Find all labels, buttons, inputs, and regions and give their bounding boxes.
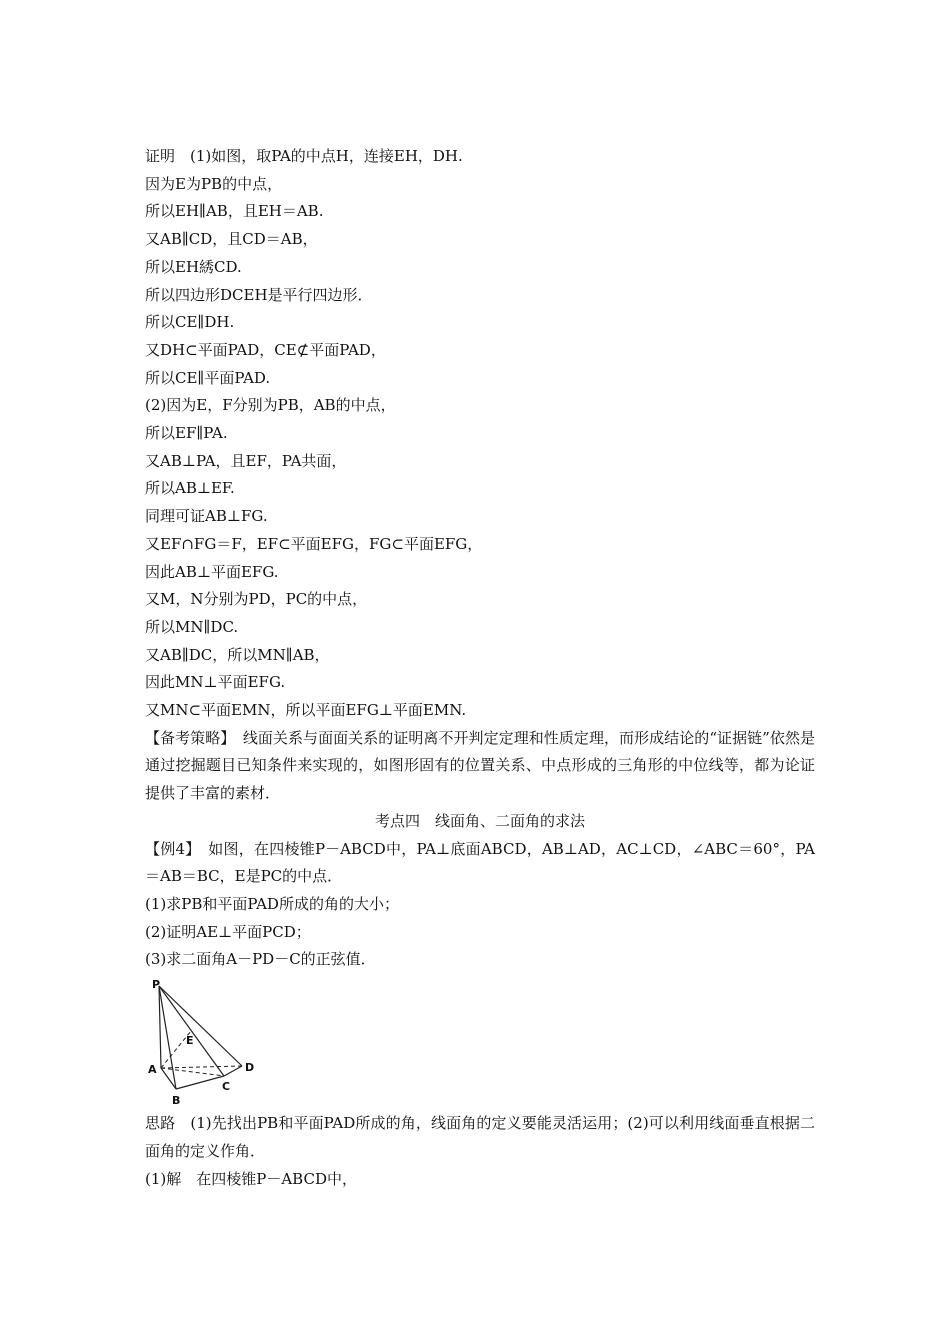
thinking-paragraph: 思路 (1)先找出PB和平面PAD所成的角，线面角的定义要能灵活运用；(2)可以利用线面垂直根据二面角的定义作角． [145, 1114, 815, 1160]
edge-CD [224, 1066, 242, 1076]
label-D: D [245, 1061, 255, 1075]
section-title: 考点四 线面角、二面角的求法 [374, 811, 585, 830]
question-2: (2)证明AE⊥平面PCD； [145, 922, 311, 941]
proof-line: 所以CE∥平面PAD. [145, 368, 271, 387]
proof-line: 所以EF∥PA. [145, 424, 228, 443]
strategy-paragraph: 【备考策略】 线面关系与面面关系的证明离不开判定定理和性质定理，而形成结论的“证据链”依然是通过挖掘题目已知条件来实现的，如图形固有的位置关系、中点形成的三角形的中位线等，都为论证提供了丰富的素材． [145, 728, 815, 803]
example-intro: 【例4】 如图，在四棱锥P－ABCD中，PA⊥底面ABCD，AB⊥AD，AC⊥CD，∠ABC＝60°，PA＝AB＝BC，E是PC的中点． [145, 839, 815, 886]
edge-PD [159, 986, 242, 1066]
proof-line: 因此MN⊥平面EFG. [145, 673, 286, 692]
proof-line: 又DH⊂平面PAD，CE⊄平面PAD， [145, 340, 386, 359]
label-B: B [172, 1094, 181, 1108]
proof-line: 又MN⊂平面EMN，所以平面EFG⊥平面EMN. [145, 701, 467, 720]
label-E: E [186, 1034, 194, 1048]
proof-line: 又M，N分别为PD，PC的中点， [145, 590, 368, 609]
label-P: P [152, 980, 161, 992]
edge-PB [159, 986, 176, 1089]
proof-line: 所以四边形DCEH是平行四边形． [145, 285, 373, 304]
proof-line: 又EF∩FG＝F，EF⊂平面EFG，FG⊂平面EFG， [145, 534, 483, 553]
edge-BC [176, 1076, 224, 1089]
proof-line: 所以MN∥DC. [145, 617, 239, 636]
document-body [145, 143, 815, 1193]
label-C: C [222, 1080, 231, 1094]
edge-PC [159, 986, 224, 1076]
pyramid-figure [147, 980, 267, 1110]
proof-block [145, 143, 815, 725]
proof-line: 又AB∥DC，所以MN∥AB， [145, 645, 330, 664]
proof-line: 所以CE∥DH. [145, 313, 235, 332]
label-A: A [148, 1063, 157, 1077]
proof-line: 证明 (1)如图，取PA的中点H，连接EH，DH. [145, 147, 463, 165]
proof-line: 因此AB⊥平面EFG. [145, 562, 279, 581]
edge-AD [161, 1066, 242, 1068]
edge-AC [161, 1068, 224, 1076]
solution-start: (1)解 在四棱锥P－ABCD中， [145, 1169, 357, 1188]
proof-line: 又AB⊥PA，且EF，PA共面， [145, 451, 347, 470]
proof-line: 所以EH綉CD. [145, 257, 242, 276]
proof-line: 所以EH∥AB，且EH＝AB. [145, 202, 324, 221]
proof-line: 所以AB⊥EF. [145, 479, 235, 498]
pyramid-diagram [147, 980, 267, 1110]
proof-line: 又AB∥CD，且CD＝AB， [145, 230, 318, 249]
proof-line: (2)因为E，F分别为PB，AB的中点， [145, 396, 396, 415]
proof-line: 同理可证AB⊥FG. [145, 507, 268, 526]
question-3: (3)求二面角A－PD－C的正弦值． [145, 950, 376, 969]
proof-line: 因为E为PB的中点， [145, 174, 283, 193]
question-1: (1)求PB和平面PAD所成的角的大小； [145, 894, 399, 913]
